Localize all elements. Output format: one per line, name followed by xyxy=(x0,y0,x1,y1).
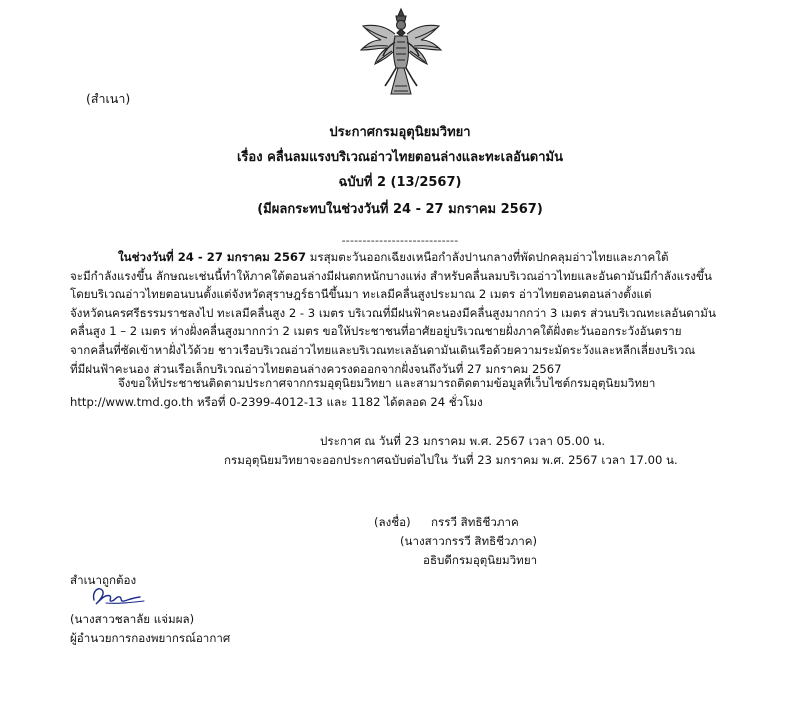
body-line-6: จากคลื่นที่ซัดเข้าหาฝั่งไว้ด้วย ชาวเรือบริเวณอ่าวไทยและบริเวณทะเลอันดามันเดินเรือด้วยความระมัดระวังและหลีกเลี่ยงบริเวณ xyxy=(70,342,696,357)
body2-line-1: จึงขอให้ประชาชนติดตามประกาศจากกรมอุตุนิยมวิทยา และสามารถติดตามข้อมูลที่เว็บไซต์กรมอุตุนิยมวิทยา xyxy=(118,376,656,390)
body-line-7: ที่มีฝนฟ้าคะนอง ส่วนเรือเล็กบริเวณอ่าวไทยตอนล่างควรงดออกจากฝั่งจนถึงวันที่ 27 มกราคม 2567 xyxy=(70,361,562,376)
period-lead: ในช่วงวันที่ 24 - 27 มกราคม 2567 xyxy=(118,250,307,264)
body-paragraph-2 xyxy=(70,374,724,411)
contact-line: http://www.tmd.go.th หรือที่ 0-2399-4012-13 และ 1182 ได้ตลอด 24 ชั่วโมง xyxy=(70,394,483,409)
certifier-title: ผู้อำนวยการกองพยากรณ์อากาศ xyxy=(70,631,231,645)
copy-tag: (สำเนา) xyxy=(86,91,131,106)
signed-label: (ลงชื่อ) xyxy=(374,515,411,529)
body-paragraph-1 xyxy=(70,248,724,378)
body-line-2: จะมีกำลังแรงขึ้น ลักษณะเช่นนี้ทำให้ภาคใต้ตอนล่างมีฝนตกหนักบางแห่ง สำหรับคลื่นลมบริเวณอ่าวไทยและอันดามันมีกำลังแรงขึ้น xyxy=(70,268,712,283)
announce-date: ประกาศ ณ วันที่ 23 มกราคม พ.ศ. 2567 เวลา 05.00 น. xyxy=(320,434,606,448)
announcement-title: ประกาศกรมอุตุนิยมวิทยา xyxy=(329,125,471,140)
signer-title: อธิบดีกรมอุตุนิยมวิทยา xyxy=(423,553,538,567)
certify-label: สำเนาถูกต้อง xyxy=(70,573,137,587)
garuda-emblem-icon xyxy=(355,6,447,98)
body-line-5: คลื่นสูง 1 – 2 เมตร ห่างฝั่งคลื่นสูงมากกว่า 2 เมตร ขอให้ประชาชนที่อาศัยอยู่บริเวณชายฝั่งภาคใต้ฝั่งตะวันออกระวังอันตราย xyxy=(70,324,682,339)
body-line-3: โดยบริเวณอ่าวไทยตอนบนตั้งแต่จังหวัดสุราษฎร์ธานีขึ้นมา ทะเลมีคลื่นสูงประมาณ 2 เมตร อ่าวไทยตอนตอนล่างตั้งแต่ xyxy=(70,287,652,302)
announcement-subject: เรื่อง คลื่นลมแรงบริเวณอ่าวไทยตอนล่างและทะเลอันดามัน xyxy=(236,150,563,165)
signer-full-name: (นางสาวกรรวี สิทธิชีวภาค) xyxy=(400,534,537,548)
announcement-period: (มีผลกระทบในช่วงวันที่ 24 - 27 มกราคม 2567) xyxy=(257,202,543,217)
handwritten-signature-icon xyxy=(88,584,148,608)
announcement-issue: ฉบับที่ 2 (13/2567) xyxy=(338,175,462,190)
body-line-1: ในช่วงวันที่ 24 - 27 มกราคม 2567 มรสุมตะวันออกเฉียงเหนือกำลังปานกลางที่พัดปกคลุมอ่าวไทยและภาคใต้ xyxy=(118,250,669,264)
divider: ---------------------------- xyxy=(341,234,459,247)
body-line-4: จังหวัดนครศรีธรรมราชลงไป ทะเลมีคลื่นสูง 2 - 3 เมตร บริเวณที่มีฝนฟ้าคะนองมีคลื่นสูงมากกว่า 3 เมตร ส่วนบริเวณทะเลอันดามัน xyxy=(70,305,716,320)
certifier-name: (นางสาวชลาลัย แจ่มผล) xyxy=(70,612,195,626)
signer-name: กรรวี สิทธิชีวภาค xyxy=(431,515,519,529)
next-announcement: กรมอุตุนิยมวิทยาจะออกประกาศฉบับต่อไปใน วันที่ 23 มกราคม พ.ศ. 2567 เวลา 17.00 น. xyxy=(224,453,678,467)
